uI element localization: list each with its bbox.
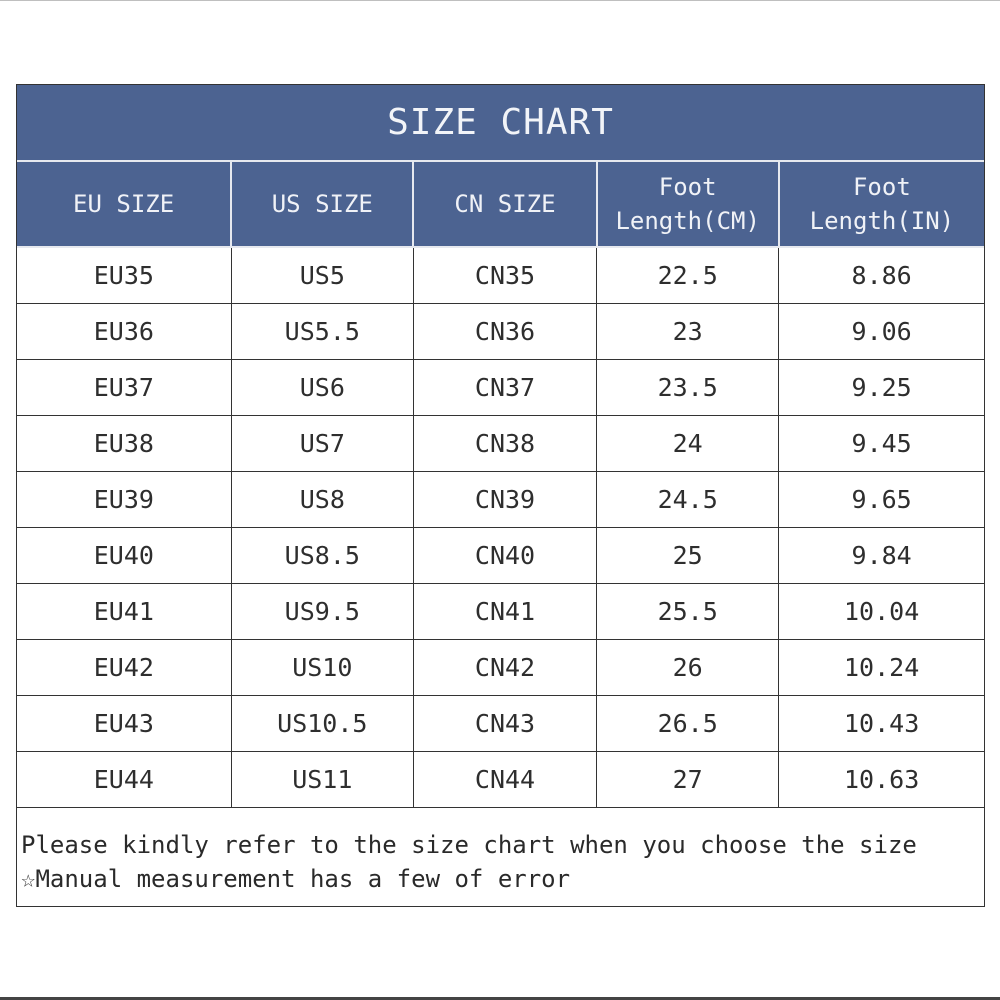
eu-size-cell: EU39 (17, 472, 231, 528)
eu-size-cell: EU38 (17, 416, 231, 472)
cn-size-cell: CN40 (413, 528, 596, 584)
header-foot-length-cm: Foot Length(CM) (597, 162, 779, 247)
cn-size-cell: CN38 (413, 416, 596, 472)
header-foot-length-in: Foot Length(IN) (779, 162, 984, 247)
size-rows (17, 247, 984, 807)
foot-length-cm-cell: 26 (597, 640, 779, 696)
foot-length-in-cell: 9.25 (779, 360, 984, 416)
cn-size-cell: CN42 (413, 640, 596, 696)
foot-length-in-cell: 10.63 (779, 752, 984, 808)
cn-size-cell: CN37 (413, 360, 596, 416)
foot-length-cm-cell: 25.5 (597, 584, 779, 640)
note-refer: Please kindly refer to the size chart when you choose the size (21, 831, 917, 859)
eu-size-cell: EU41 (17, 584, 231, 640)
us-size-cell: US10 (231, 640, 413, 696)
note-measurement: ☆Manual measurement has a few of error (21, 865, 571, 893)
header-cn-size: CN SIZE (413, 162, 596, 247)
foot-length-in-cell: 8.86 (779, 247, 984, 304)
table-row (17, 247, 984, 304)
cn-size-cell: CN44 (413, 752, 596, 808)
chart-title: SIZE CHART (17, 85, 984, 162)
cn-size-cell: CN35 (413, 247, 596, 304)
foot-length-cm-cell: 22.5 (597, 247, 779, 304)
table-row (17, 472, 984, 528)
us-size-cell: US6 (231, 360, 413, 416)
foot-length-cm-cell: 23 (597, 304, 779, 360)
foot-length-cm-cell: 23.5 (597, 360, 779, 416)
header-eu-size: EU SIZE (17, 162, 231, 247)
foot-length-in-cell: 9.84 (779, 528, 984, 584)
size-table (17, 162, 984, 807)
header-us-size: US SIZE (231, 162, 413, 247)
foot-length-in-cell: 10.43 (779, 696, 984, 752)
table-row (17, 584, 984, 640)
table-row (17, 640, 984, 696)
foot-length-in-cell: 10.04 (779, 584, 984, 640)
us-size-cell: US8 (231, 472, 413, 528)
cn-size-cell: CN41 (413, 584, 596, 640)
foot-length-in-cell: 9.06 (779, 304, 984, 360)
foot-length-cm-cell: 27 (597, 752, 779, 808)
foot-length-in-cell: 9.65 (779, 472, 984, 528)
cn-size-cell: CN36 (413, 304, 596, 360)
top-rule (0, 0, 1000, 1)
us-size-cell: US5.5 (231, 304, 413, 360)
us-size-cell: US7 (231, 416, 413, 472)
cn-size-cell: CN39 (413, 472, 596, 528)
us-size-cell: US5 (231, 247, 413, 304)
eu-size-cell: EU37 (17, 360, 231, 416)
us-size-cell: US11 (231, 752, 413, 808)
notes (17, 807, 984, 906)
table-row (17, 752, 984, 808)
table-row (17, 416, 984, 472)
eu-size-cell: EU44 (17, 752, 231, 808)
foot-length-in-cell: 10.24 (779, 640, 984, 696)
cn-size-cell: CN43 (413, 696, 596, 752)
us-size-cell: US9.5 (231, 584, 413, 640)
size-chart (16, 84, 985, 907)
us-size-cell: US10.5 (231, 696, 413, 752)
header-row (17, 162, 984, 247)
eu-size-cell: EU36 (17, 304, 231, 360)
foot-length-cm-cell: 24 (597, 416, 779, 472)
foot-length-cm-cell: 26.5 (597, 696, 779, 752)
table-row (17, 360, 984, 416)
foot-length-cm-cell: 24.5 (597, 472, 779, 528)
eu-size-cell: EU35 (17, 247, 231, 304)
eu-size-cell: EU40 (17, 528, 231, 584)
table-row (17, 304, 984, 360)
eu-size-cell: EU42 (17, 640, 231, 696)
us-size-cell: US8.5 (231, 528, 413, 584)
foot-length-cm-cell: 25 (597, 528, 779, 584)
eu-size-cell: EU43 (17, 696, 231, 752)
foot-length-in-cell: 9.45 (779, 416, 984, 472)
table-row (17, 528, 984, 584)
table-row (17, 696, 984, 752)
